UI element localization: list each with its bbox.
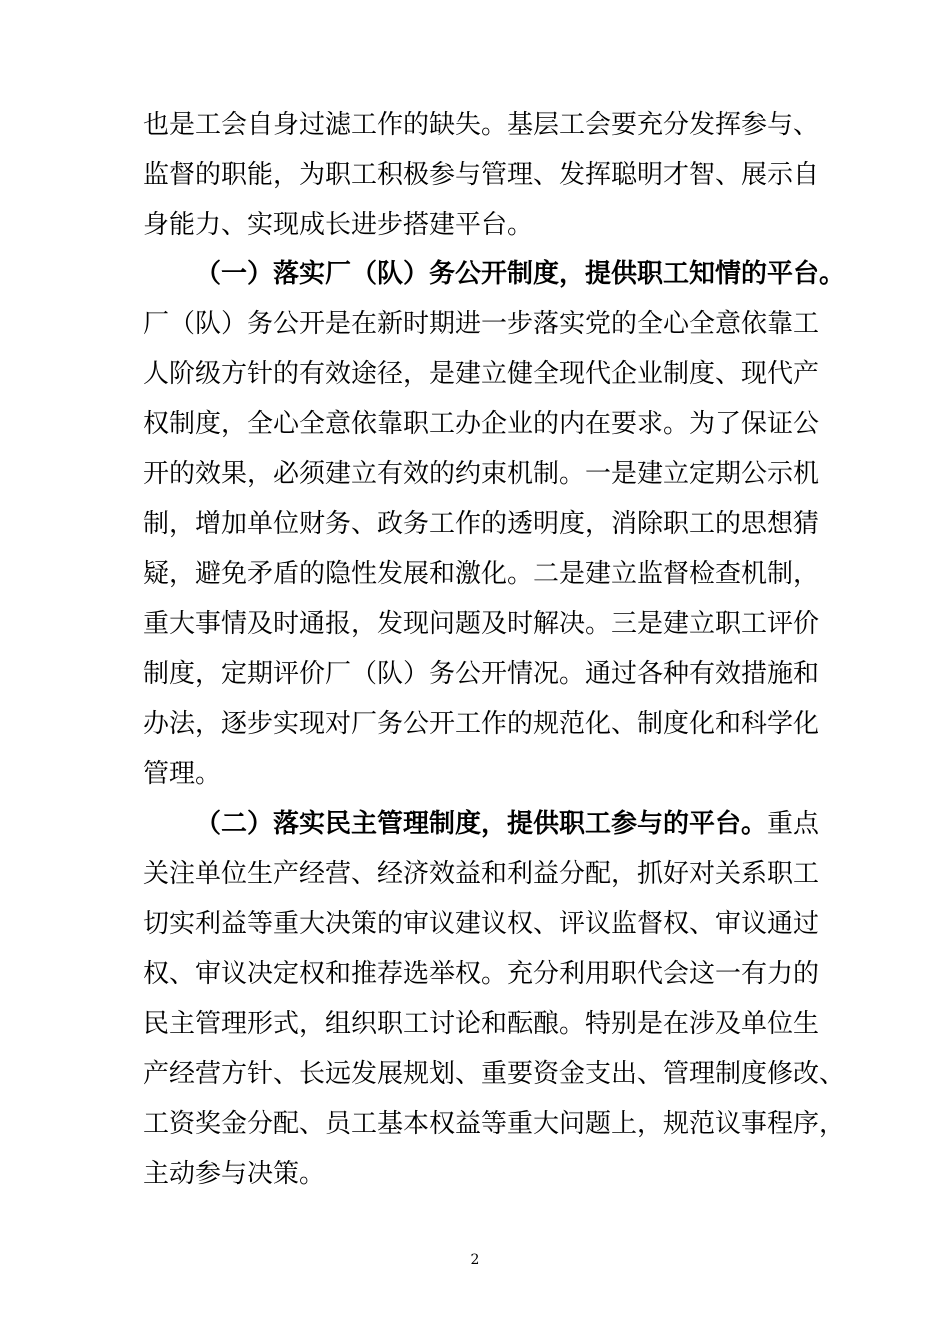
section-heading-line bbox=[195, 799, 819, 849]
text-run: 管理。 bbox=[143, 759, 222, 789]
paragraph-line bbox=[143, 899, 819, 949]
paragraph-line bbox=[143, 649, 819, 699]
text-run: 制度，定期评价厂（队）务公开情况。通过各种有效措施和 bbox=[143, 659, 820, 689]
text-run: 制，增加单位财务、政务工作的透明度，消除职工的思想猜 bbox=[143, 509, 820, 539]
paragraph-line bbox=[143, 200, 533, 250]
text-run: 权、审议决定权和推荐选举权。充分利用职代会这一有力的 bbox=[143, 959, 820, 989]
text-run: 人阶级方针的有效途径，是建立健全现代企业制度、现代产 bbox=[143, 359, 820, 389]
text-run: 开的效果，必须建立有效的约束机制。一是建立定期公示机 bbox=[143, 459, 820, 489]
text-run: 办法，逐步实现对厂务公开工作的规范化、制度化和科学化 bbox=[143, 709, 820, 739]
text-run: 关注单位生产经营、经济效益和利益分配，抓好对关系职工 bbox=[143, 859, 820, 889]
text-run: 疑，避免矛盾的隐性发展和激化。二是建立监督检查机制， bbox=[143, 559, 820, 589]
paragraph-line bbox=[143, 699, 819, 749]
paragraph-line bbox=[143, 999, 819, 1049]
text-run: 民主管理形式，组织职工讨论和酝酿。特别是在涉及单位生 bbox=[143, 1009, 820, 1039]
text-run: 监督的职能，为职工积极参与管理、发挥聪明才智、展示自 bbox=[143, 160, 820, 190]
text-run: 切实利益等重大决策的审议建议权、评议监督权、审议通过 bbox=[143, 909, 820, 939]
text-run: 主动参与决策。 bbox=[143, 1159, 326, 1189]
paragraph-line bbox=[143, 499, 819, 549]
bold-text-run: （一）落实厂（队）务公开制度，提供职工知情的平台。 bbox=[195, 259, 846, 289]
bold-text-run: （二）落实民主管理制度，提供职工参与的平台。 bbox=[195, 809, 768, 839]
paragraph-line bbox=[143, 150, 819, 200]
section-heading-line bbox=[195, 249, 845, 299]
text-run: 权制度，全心全意依靠职工办企业的内在要求。为了保证公 bbox=[143, 409, 820, 439]
text-run: 厂（队）务公开是在新时期进一步落实党的全心全意依靠工 bbox=[143, 309, 820, 339]
paragraph-line bbox=[143, 599, 819, 649]
text-run: 工资奖金分配、员工基本权益等重大问题上，规范议事程序， bbox=[143, 1109, 846, 1139]
paragraph-line bbox=[143, 399, 819, 449]
paragraph-line bbox=[143, 949, 819, 999]
paragraph-line bbox=[143, 1049, 845, 1099]
text-run: 重大事情及时通报，发现问题及时解决。三是建立职工评价 bbox=[143, 609, 820, 639]
paragraph-line bbox=[143, 749, 221, 799]
text-run: 重点 bbox=[767, 809, 820, 839]
paragraph-line bbox=[143, 349, 819, 399]
paragraph-line bbox=[143, 849, 819, 899]
paragraph-line bbox=[143, 1099, 845, 1149]
text-run: 也是工会自身过滤工作的缺失。基层工会要充分发挥参与、 bbox=[143, 110, 820, 140]
text-run: 产经营方针、长远发展规划、重要资金支出、管理制度修改、 bbox=[143, 1059, 846, 1089]
page-number: 2 bbox=[470, 1252, 480, 1268]
paragraph-line bbox=[143, 299, 819, 349]
paragraph-line bbox=[143, 100, 819, 150]
text-run: 身能力、实现成长进步搭建平台。 bbox=[143, 210, 534, 240]
paragraph-line bbox=[143, 449, 819, 499]
paragraph-line bbox=[143, 1149, 325, 1199]
paragraph-line bbox=[143, 549, 819, 599]
